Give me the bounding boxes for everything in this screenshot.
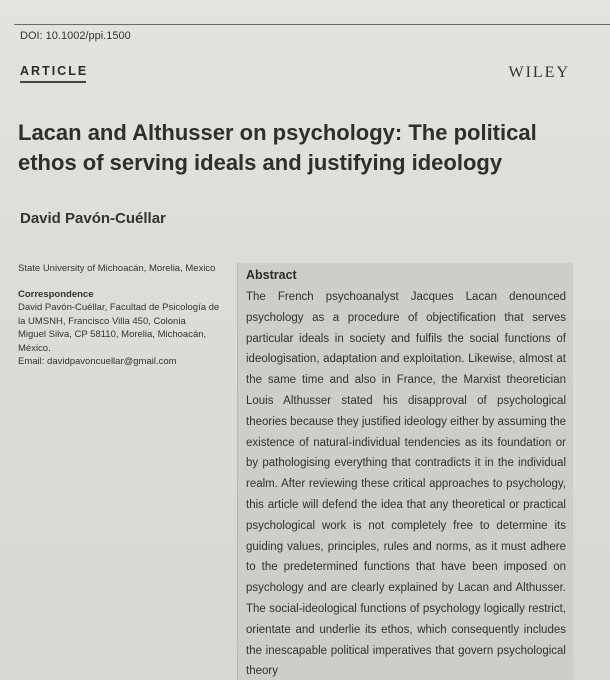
article-title: Lacan and Althusser on psychology: The political ethos of serving ideals and justifying ideology <box>18 120 537 175</box>
correspondence-heading: Correspondence <box>18 288 94 300</box>
correspondence-line: Miguel Silva, CP 58110, Morelia, Michoacán, <box>18 329 207 340</box>
correspondence-line: México. <box>18 342 51 354</box>
correspondence-email: Email: davidpavoncuellar@gmail.com <box>18 356 177 367</box>
correspondence-line: David Pavón-Cuéllar, Facultad de Psicología de <box>18 302 220 313</box>
article-type-label: ARTICLE <box>20 64 89 78</box>
header-rule <box>14 24 610 25</box>
abstract-heading: Abstract <box>246 268 297 282</box>
correspondence-line: la UMSNH, Francisco Villa 450, Colonia <box>18 315 186 327</box>
affiliation: State University of Michoacán, Morelia, Mexico <box>18 263 216 274</box>
author-info-column <box>18 262 223 369</box>
author-name: David Pavón-Cuéllar <box>20 210 166 227</box>
doi-text: DOI: 10.1002/ppi.1500 <box>20 30 131 42</box>
abstract-text: The French psychoanalyst Jacques Lacan denounced psychology as a procedure of objectification that serves particular ideals in society and fulfils the social functions of ideologisation, adaptation and exploitation. Likewise, almost at the same time and also in France, the Marxist theoretician Louis Althusser stated his disapproval of psychological theories because they justified ideology either by assuming the existence of natural-individual tendencies as its foundation or by pathologising everything that contradicts it in the individual realm. After reviewing these critical approaches to psychology, this article will defend the idea that any theoretical or practical psychological work is not completely free to determine its guiding values, principles, rules and norms, as it must adhere to the predetermined functions that have been imposed on psychology and are clearly explained by Lacan and Althusser. The social-ideological functions of psychology logically restrict, orientate and underlie its ethos, which consequently includes the inescapable political imperatives that govern psychological theory <box>246 291 566 678</box>
publisher-logo: WILEY <box>508 64 570 81</box>
article-label-underline <box>20 81 86 83</box>
